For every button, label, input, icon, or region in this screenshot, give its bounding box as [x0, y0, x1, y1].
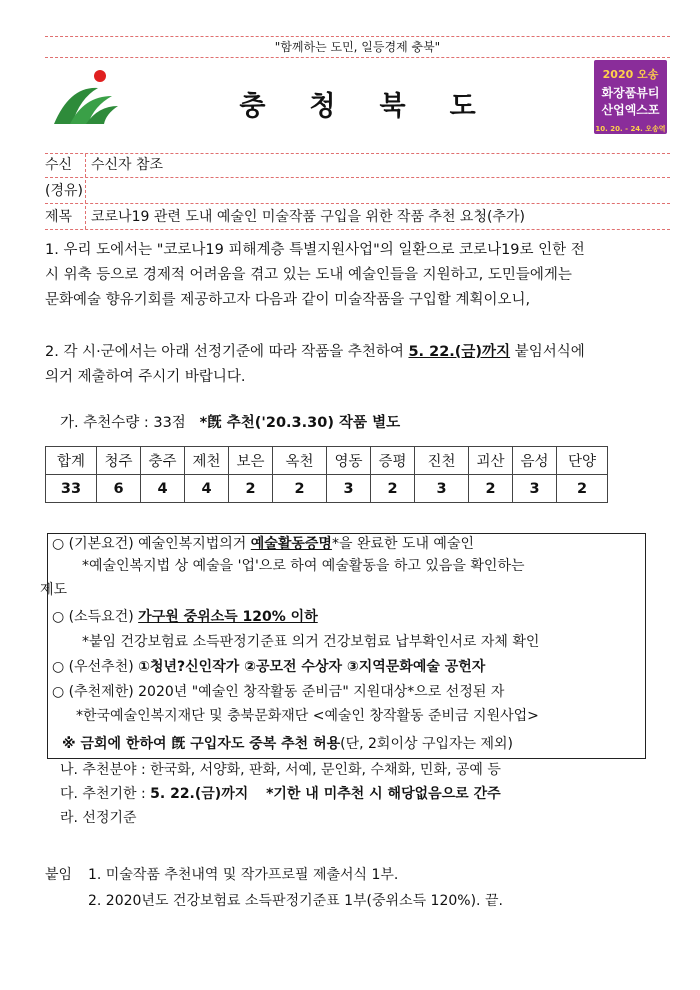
criteria-exception: ※ 금회에 한하여 旣 구입자도 중복 추천 허용(단, 2회이상 구입자는 제외) [62, 736, 513, 752]
paragraph-1 [45, 238, 675, 313]
slogan: "함께하는 도민, 일등경제 충북" [45, 36, 670, 58]
expo-banner [594, 60, 667, 134]
p2-text: 붙임서식에 [510, 344, 585, 360]
meta-via [45, 180, 670, 204]
table-cell: 2 [371, 475, 415, 503]
table-cell: 6 [97, 475, 141, 503]
table-cell: 4 [141, 475, 185, 503]
table-header-row [46, 447, 608, 475]
meta-value: 코로나19 관련 도내 예술인 미술작품 구입을 위한 작품 추천 요청(추가) [91, 209, 525, 225]
table-cell: 3 [513, 475, 557, 503]
table-cell: 3 [415, 475, 469, 503]
table-header-cell: 제천 [185, 447, 229, 475]
paragraph-2 [45, 340, 675, 390]
item-criteria: 라. 선정기준 [60, 810, 137, 826]
quantity-text: 가. 추천수량 : 33점 [60, 415, 186, 431]
p2-line: 의거 제출하여 주시기 바랍니다. [45, 369, 246, 385]
table-cell: 2 [273, 475, 327, 503]
p1-line: 문화예술 향유기회를 제공하고자 다음과 같이 미술작품을 구입할 계획이오니, [45, 292, 531, 308]
recommendation-count-table [45, 446, 608, 503]
attach-item-1: 1. 미술작품 추천내역 및 작가프로필 제출서식 1부. [88, 867, 399, 883]
criteria-box [40, 533, 646, 759]
org-title: 충청북도 [239, 91, 520, 122]
expo-dates: 10. 20. - 24. 오송역 [595, 125, 666, 133]
table-header-cell: 증평 [371, 447, 415, 475]
meta-key: 제목 [45, 206, 86, 229]
attach-label: 붙임 [45, 867, 73, 883]
table-header-cell: 음성 [513, 447, 557, 475]
table-header-cell: 단양 [557, 447, 608, 475]
expo-year: 2020 오송 [602, 68, 659, 81]
p1-line: 1. 우리 도에서는 "코로나19 피해계층 특별지원사업"의 일환으로 코로나19로 인한 전 [45, 242, 585, 258]
criteria-basic-note: *예술인복지법 상 예술을 '업'으로 하여 예술활동을 하고 있음을 확인하는 [82, 558, 525, 574]
criteria-limit-note: *한국예술인복지재단 및 충북문화재단 <예술인 창작활동 준비금 지원사업> [76, 708, 539, 724]
table-cell: 2 [229, 475, 273, 503]
criteria-income-note: *붙임 건강보험료 소득판정기준표 의거 건강보험료 납부확인서로 자체 확인 [82, 634, 540, 650]
criteria-basic: ○ (기본요건) 예술인복지법의거 예술활동증명*을 완료한 도내 예술인 [52, 536, 475, 552]
table-cell: 2 [469, 475, 513, 503]
p1-line: 시 위축 등으로 경제적 어려움을 겪고 있는 도내 예술인들을 지원하고, 도민들에게는 [45, 267, 572, 283]
table-header-cell: 충주 [141, 447, 185, 475]
attach-item-2: 2. 2020년도 건강보험료 소득판정기준표 1부(중위소득 120%). 끝. [88, 893, 503, 909]
quantity-note: *旣 추천('20.3.30) 작품 별도 [199, 415, 401, 431]
expo-line2: 산업엑스포 [601, 103, 660, 117]
meta-value: 수신자 참조 [91, 157, 164, 173]
table-cell: 3 [327, 475, 371, 503]
p2-text: 2. 각 시·군에서는 아래 선정기준에 따라 작품을 추천하여 [45, 344, 409, 360]
criteria-basic-note-cont: 제도 [40, 582, 68, 598]
table-header-cell: 옥천 [273, 447, 327, 475]
document-header [45, 56, 670, 154]
table-header-cell: 진천 [415, 447, 469, 475]
criteria-income: ○ (소득요건) 가구원 중위소득 120% 이하 [52, 609, 318, 625]
expo-line1: 화장품뷰티 [601, 86, 660, 100]
meta-subject [45, 206, 670, 230]
meta-recipient [45, 154, 670, 178]
table-header-cell: 괴산 [469, 447, 513, 475]
table-cell: 2 [557, 475, 608, 503]
table-header-cell: 합계 [46, 447, 97, 475]
meta-key: 수신 [45, 154, 86, 177]
table-cell: 33 [46, 475, 97, 503]
meta-key: (경유) [45, 180, 86, 203]
table-header-cell: 영동 [327, 447, 371, 475]
table-row [46, 475, 608, 503]
criteria-limit: ○ (추천제한) 2020년 "예술인 창작활동 준비금" 지원대상*으로 선정된 자 [52, 684, 505, 700]
quantity-line [60, 411, 690, 436]
item-field: 나. 추천분야 : 한국화, 서양화, 판화, 서예, 문인화, 수채화, 민화, 공예 등 [60, 762, 501, 778]
p2-deadline: 5. 22.(금)까지 [408, 344, 511, 360]
table-header-cell: 청주 [97, 447, 141, 475]
item-deadline: 다. 추천기한 : 5. 22.(금)까지 *기한 내 미추천 시 해당없음으로 간주 [60, 786, 501, 802]
table-header-cell: 보은 [229, 447, 273, 475]
table-cell: 4 [185, 475, 229, 503]
criteria-priority: ○ (우선추천) ①청년?신인작가 ②공모전 수상자 ③지역문화예술 공헌자 [52, 659, 486, 675]
